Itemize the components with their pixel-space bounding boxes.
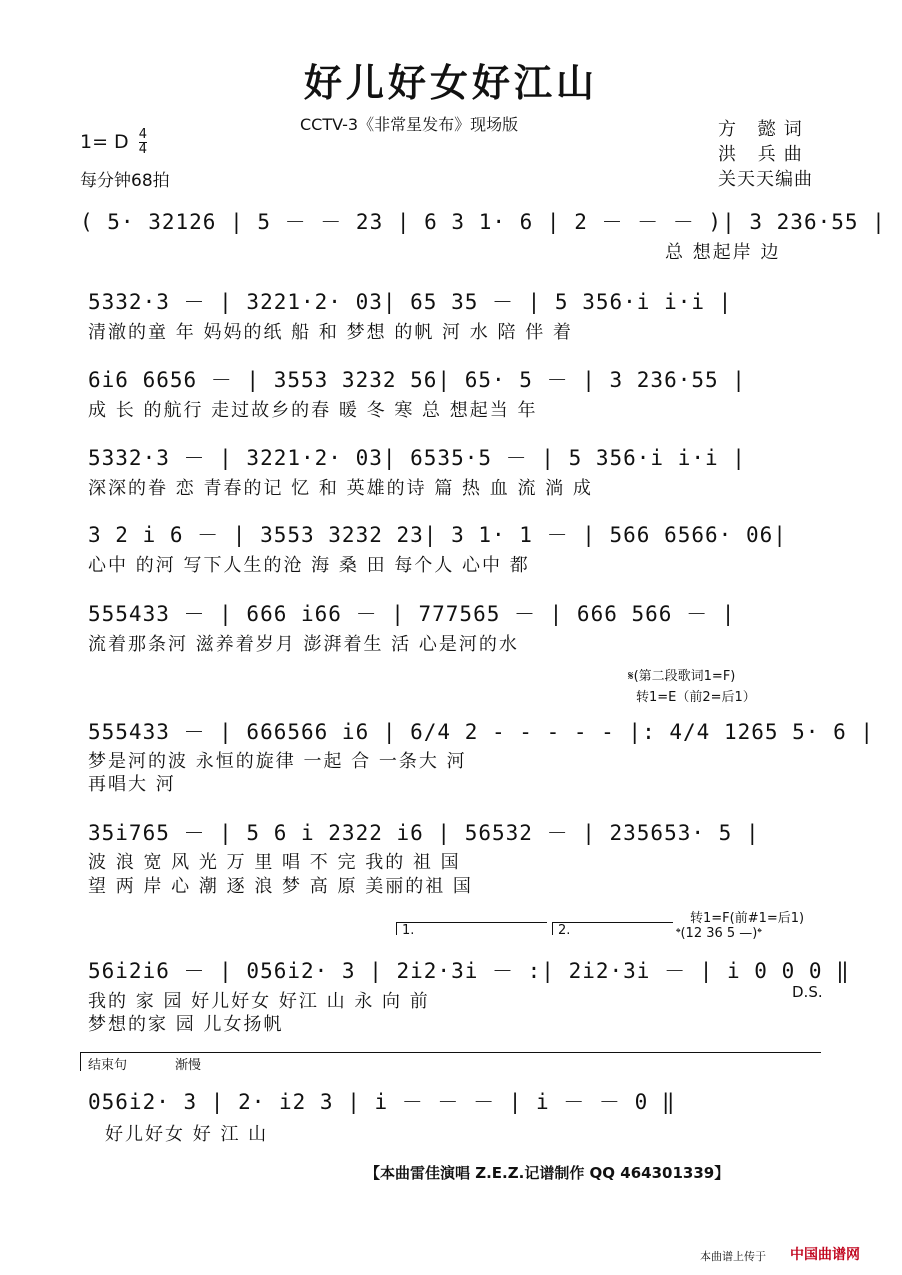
score-row-1-notes: ( 5· 32126 | 5 － － 23 | 6 3 1· 6 | 2 － － － )| 3 236·55 | <box>80 210 886 234</box>
score-row-5-notes: 3 2 i 6 － | 3553 3232 23| 3 1· 1 － | 566 6566· 06| <box>88 523 787 547</box>
coda-phrase: 𝄌(12 36 5 —)𝄌 <box>676 926 762 941</box>
score-row-4-notes: 5332·3 － | 3221·2· 03| 6535·5 － | 5 356·i i·i | <box>88 446 746 470</box>
second-ending-label: 2. <box>558 923 571 938</box>
score-row-3-notes: 6i6 6656 － | 3553 3232 56| 65· 5 － | 3 236·55 | <box>88 368 746 392</box>
time-bottom: 4 <box>138 142 148 157</box>
subtitle: CCTV-3《非常星发布》现场版 <box>300 115 519 134</box>
score-row-9-lyrics-2: 梦想的家 园 儿女扬帆 <box>88 1014 284 1035</box>
score-row-8-lyrics-1: 波 浪 宽 风 光 万 里 唱 不 完 我的 祖 国 <box>88 852 461 873</box>
score-row-7-notes: 555433 － | 666566 i6 | 6/4 2 - - - - - |: 4/4 1265 5· 6 | <box>88 720 875 744</box>
first-ending-bracket <box>396 922 547 935</box>
dal-segno-mark: D.S. <box>792 983 823 1001</box>
score-row-7-lyrics-2: 再唱大 河 <box>88 774 176 795</box>
score-row-3-lyrics: 成 长 的航行 走过故乡的春 暖 冬 寒 总 想起当 年 <box>88 400 538 421</box>
composer-credit: 洪 兵曲 <box>718 144 810 165</box>
tempo-slowing-label: 渐慢 <box>175 1058 202 1073</box>
score-row-1-lyrics: 总 想起岸 边 <box>665 242 781 263</box>
lyricist-credit: 方 懿词 <box>718 119 810 140</box>
key-label: 1= D <box>80 131 129 153</box>
modulation-annotation-1: 转1=E（前2=后1） <box>636 690 756 705</box>
arranger-credit: 关天天编曲 <box>718 169 813 190</box>
score-row-8-notes: 35i765 － | 5 6 i 2322 i6 | 56532 － | 235653· 5 | <box>88 821 760 845</box>
page-title: 好儿好女好江山 <box>303 61 598 105</box>
score-row-6-lyrics: 流着那条河 滋养着岁月 澎湃着生 活 心是河的水 <box>88 634 519 655</box>
score-row-10-notes: 056i2· 3 | 2· i2 3 | i － － － | i － － 0 ‖ <box>88 1090 676 1114</box>
site-logo: 中国曲谱网 <box>790 1247 860 1263</box>
time-top: 4 <box>138 127 148 142</box>
ending-label: 结束句 <box>88 1058 128 1073</box>
score-row-2-lyrics: 清澈的童 年 妈妈的纸 船 和 梦想 的帆 河 水 陪 伴 着 <box>88 322 573 343</box>
key-signature <box>80 128 147 157</box>
score-row-9-lyrics-1: 我的 家 园 好儿好女 好江 山 永 向 前 <box>88 991 430 1012</box>
time-signature <box>139 128 147 157</box>
modulation-annotation-2: 转1=F(前#1=后1) <box>690 911 805 926</box>
score-row-5-lyrics: 心中 的河 写下人生的沧 海 桑 田 每个人 心中 都 <box>88 555 530 576</box>
score-row-10-lyrics: 好儿好女 好 江 山 <box>105 1124 269 1145</box>
score-row-2-notes: 5332·3 － | 3221·2· 03| 65 35 － | 5 356·i i·i | <box>88 290 733 314</box>
score-row-9-notes: 56i2i6 － | 056i2· 3 | 2i2·3i － :| 2i2·3i － | i 0 0 0 ‖ <box>88 959 850 983</box>
score-row-7-lyrics-1: 梦是河的波 永恒的旋律 一起 合 一条大 河 <box>88 751 467 772</box>
score-row-8-lyrics-2: 望 两 岸 心 潮 逐 浪 梦 高 原 美丽的祖 国 <box>88 876 473 897</box>
tempo-marking: 每分钟68拍 <box>80 171 170 191</box>
score-row-4-lyrics: 深深的眷 恋 青春的记 忆 和 英雄的诗 篇 热 血 流 淌 成 <box>88 478 593 499</box>
footer-note: 【本曲雷佳演唱 Z.E.Z.记谱制作 QQ 464301339】 <box>365 1164 730 1182</box>
upload-note: 本曲谱上传于 <box>700 1250 766 1263</box>
score-row-6-notes: 555433 － | 666 i66 － | 777565 － | 666 566 － | <box>88 602 736 626</box>
first-ending-label: 1. <box>402 923 415 938</box>
segno-annotation: 𝄋(第二段歌词1=F) <box>628 669 736 684</box>
